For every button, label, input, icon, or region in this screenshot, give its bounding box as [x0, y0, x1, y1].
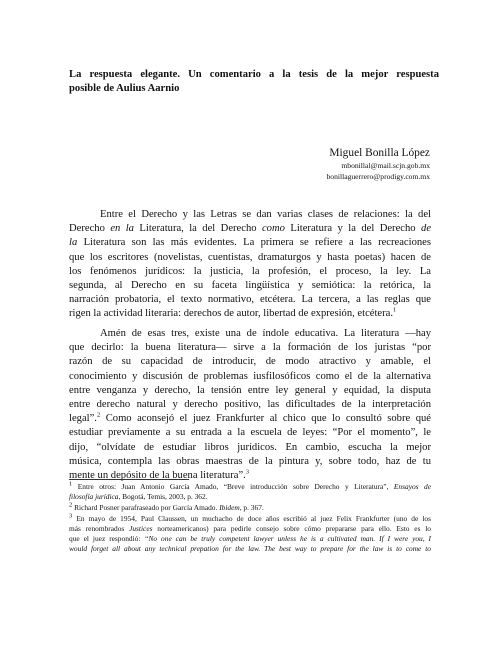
footnote-divider [69, 479, 189, 480]
paragraph-2-line: dijo, “olvídate de estudiar libros jurídicos. En cambio, escucha la mejor [69, 441, 431, 453]
paragraph-1-line: segunda, al Derecho en su faceta lingüística y semiótica: la retórica, la [69, 280, 431, 292]
footnote-ref-3[interactable]: 3 [245, 468, 250, 476]
paragraph-2 [69, 327, 431, 483]
footnote-3: $^3$ En mayo de 1954, Paul Claussen, un muchacho de doce años escribió al juez Felix Frankfurter (uno de los más renombrados Justices norteamericanos) para pedirle consejo sobre cómo prepararse para ello. Esto es lo que el juez respondió: “No one can be truly competent lawyer unless he is a cultivated man. If I were you, I would forget all about any technical prepation for the law. The best way to prepare for the law is to come to [69, 512, 432, 553]
paragraph-2-line: que decirlo: la buena literatura— sirve a la formación de los juristas “por [69, 342, 431, 354]
author-block [326, 146, 430, 182]
paragraph-2-line: mente un depósito de la buena literatura”.$^3$ [69, 468, 250, 482]
paragraph-1-line: la Literatura son las más evidentes. La primera se refiere a las recreaciones [69, 237, 431, 249]
title-line-2: posible de Aulius Aarnio [69, 83, 180, 94]
paragraph-1-line: Derecho en la Literatura, la del Derecho como Literatura y la del Derecho de [69, 223, 432, 235]
paragraph-2-line: entre derecho natural y derecho positivo, las dificultades de la interpretación [69, 399, 431, 411]
paragraph-2-line: estudiar previamente a su entrada a la escuela de leyes: “Por el momento”, le [69, 427, 431, 439]
paragraph-2-line: conocimiento y discusión de problemas iusfilosóficos como el de la alternativa [69, 370, 431, 382]
paragraph-1-line: que los escritores (novelistas, cuentistas, dramaturgos y hasta poetas) hacen de [69, 251, 431, 263]
footnotes [69, 482, 431, 555]
paragraph-1-line: Entre el Derecho y las Letras se dan varias clases de relaciones: la del [100, 209, 431, 220]
title-line-1: La respuesta elegante. Un comentario a la tesis de la mejor respuesta [69, 69, 439, 80]
author-name: Miguel Bonilla López [329, 147, 430, 159]
paragraph-2-line: Amén de esas tres, existe una de índole educativa. La literatura —hay [100, 328, 431, 339]
paragraph-1 [69, 208, 431, 322]
document-title [69, 68, 439, 96]
footnote-2: $^2$ Richard Posner parafraseado por García Amado. Ibidem, p. 367. [69, 501, 264, 512]
paragraph-2-line: razón de su capacidad de introducir, de modo atractivo y amable, el [69, 356, 431, 368]
paragraph-1-line: narración probatoria, el texto normativo, etcétera. La tercera, a las reglas que [69, 294, 431, 306]
paragraph-2-line: legal”.$^2$ Como aconsejó el juez Frankfurter al chico que lo consultó sobre qué [69, 411, 431, 425]
footnote-ref-2[interactable]: 2 [96, 411, 101, 419]
paragraph-2-line: entre venganza y derecho, la tensión entre ley general y equidad, la disputa [69, 384, 431, 396]
paragraph-1-line: los fenómenos jurídicos: la justicia, la profesión, el proceso, la ley. La [69, 265, 431, 277]
author-email-1: mbonillal@mail.scjn.gob.mx [341, 161, 430, 170]
footnote-1: $^1$ Entre otros: Juan Antonio García Amado, “Breve introducción sobre Derecho y Literatura”, Ensayos de filosofía jurídica, Bogotá, Temis, 2003, p. 362. [69, 480, 431, 501]
paragraph-2-line: música, contempla las obras maestras de la pintura y, sobre todo, haz de tu [69, 455, 431, 467]
author-email-2: bonillaguerrero@prodigy.com.mx [326, 171, 430, 181]
paragraph-1-line: rigen la actividad literaria: derechos de autor, libertad de expresión, etcétera.$^1$ [69, 306, 397, 320]
footnote-ref-1[interactable]: 1 [393, 306, 397, 314]
